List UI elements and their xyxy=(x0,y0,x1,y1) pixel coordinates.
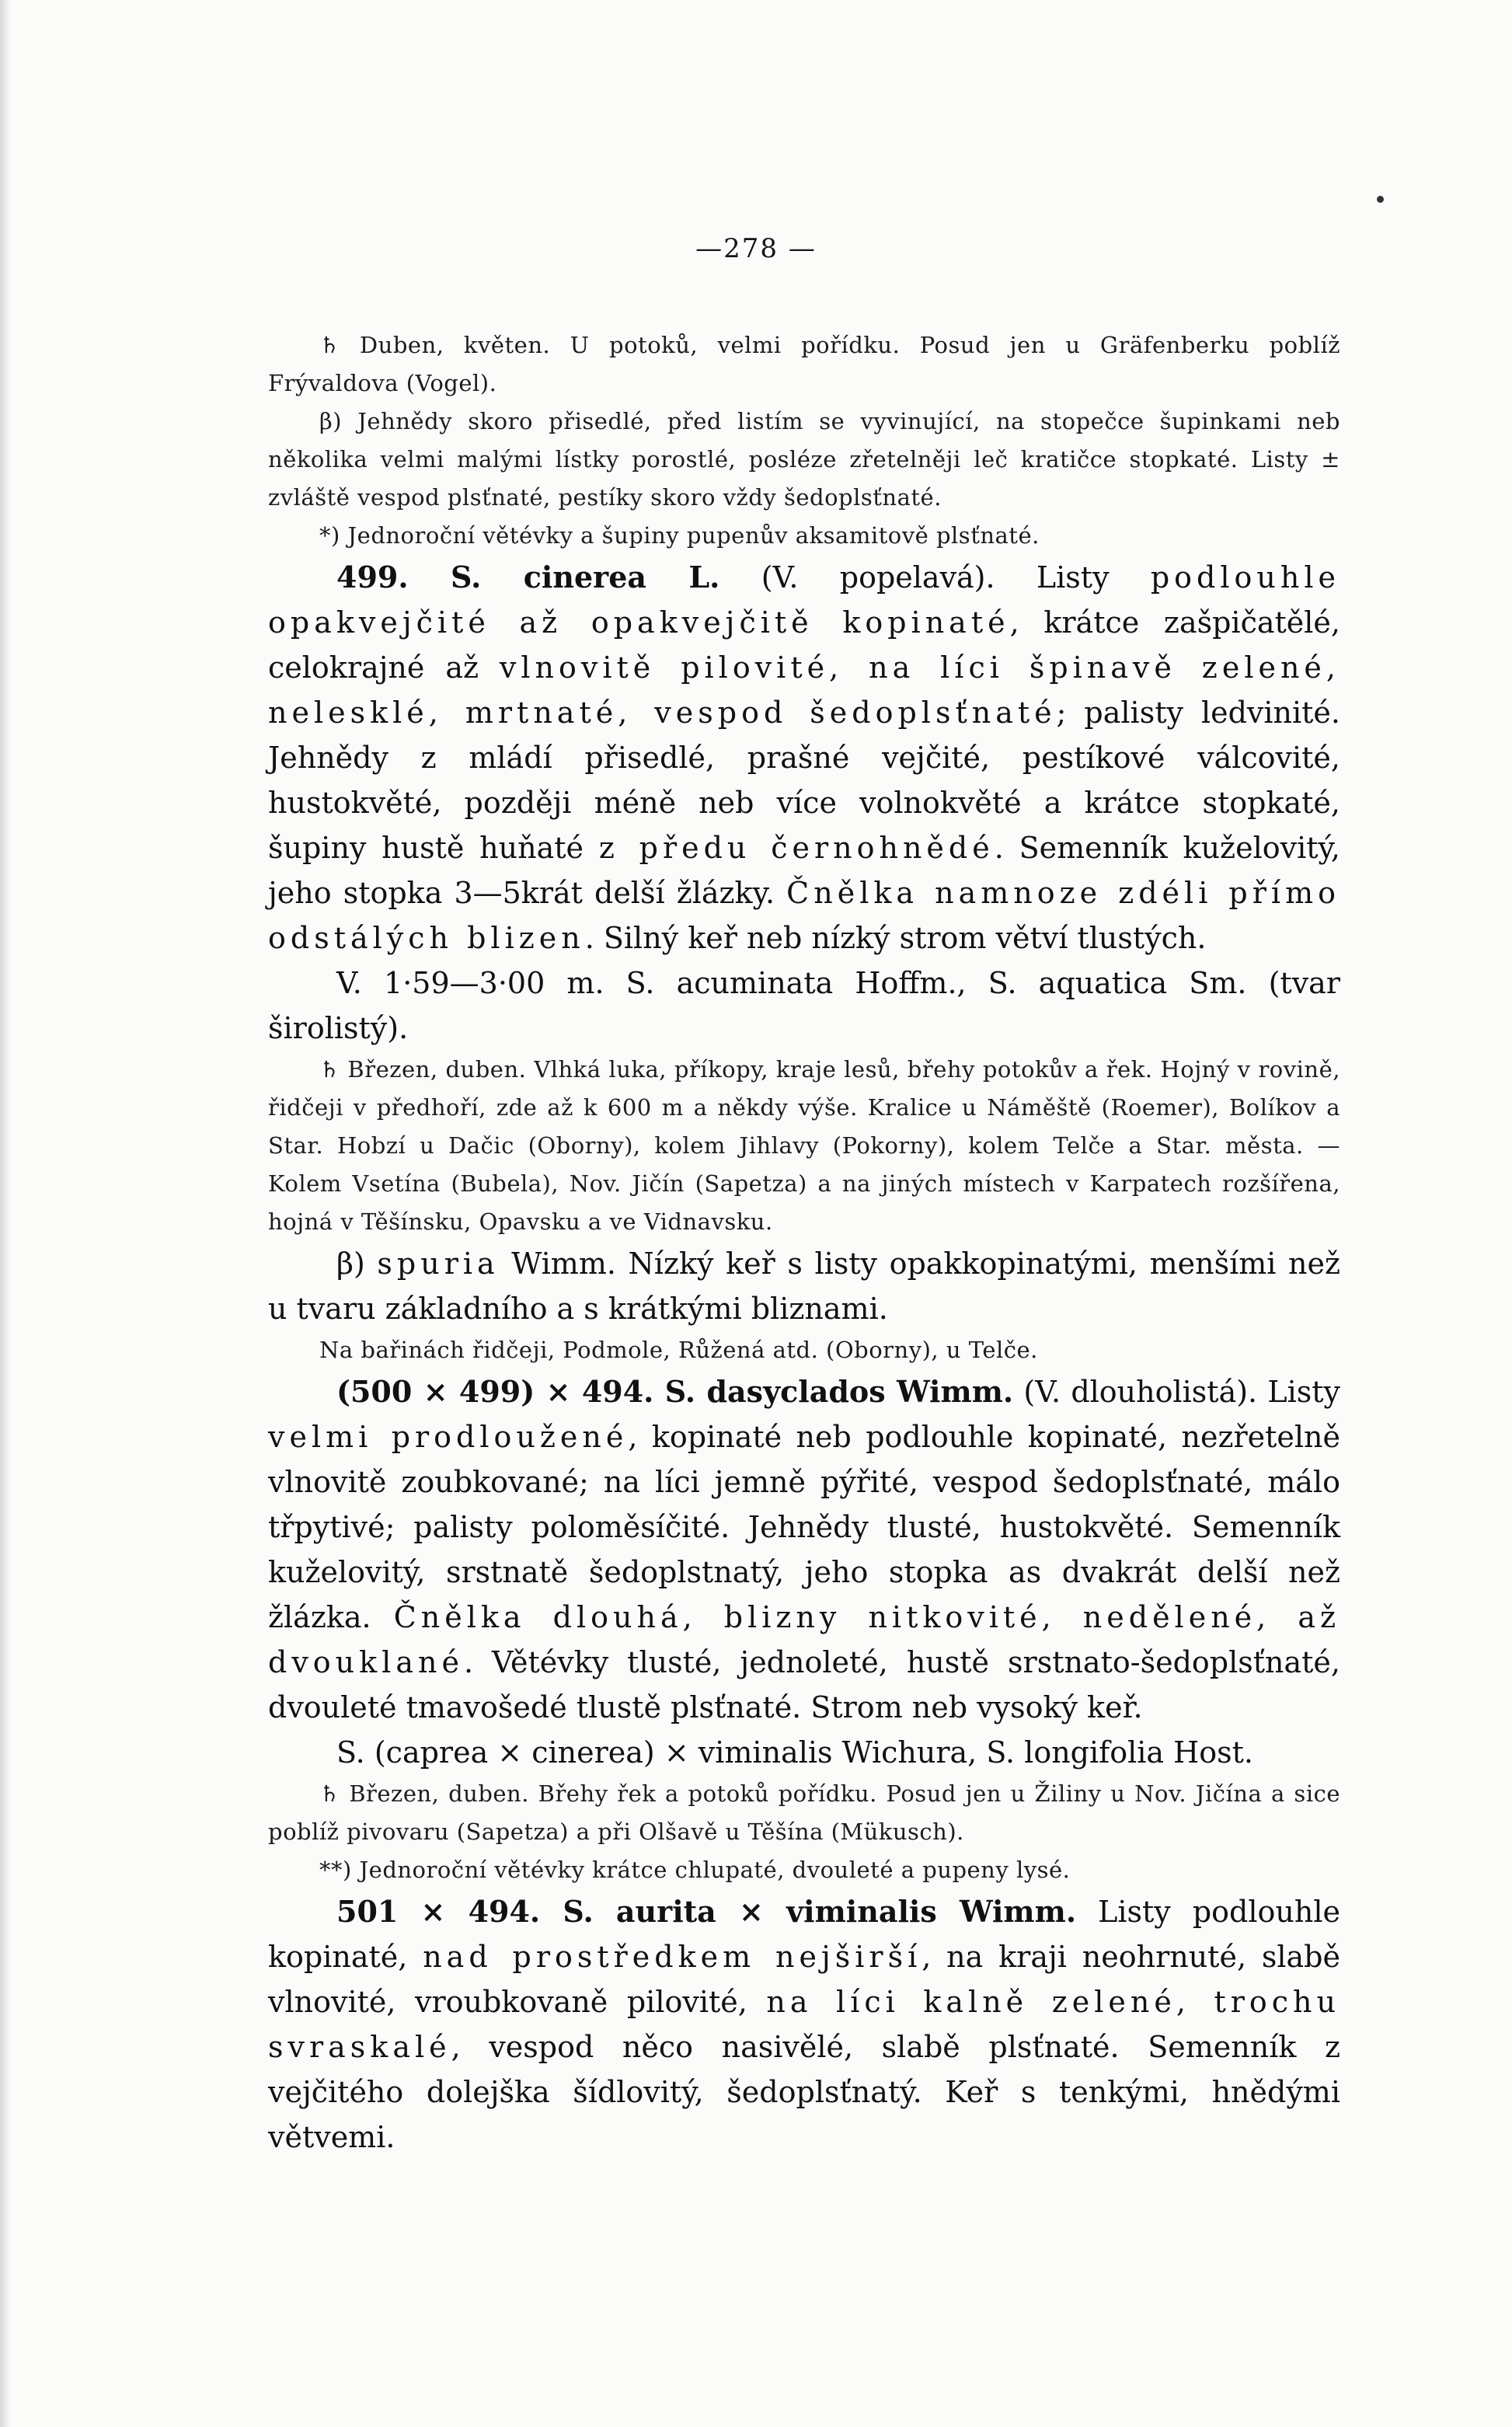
hybrid-synonym: S. (caprea × cinerea) × viminalis Wichura, S. longifolia Host. xyxy=(336,1735,1254,1770)
species-501-hybrid: 501 × 494. S. aurita × viminalis Wimm. Listy podlouhle kopinaté, nad prostředkem nejširší, na kraji neohrnuté, slabě vlnovité, vroubkovaně pilovité, na líci kalně zelené, trochu svraskalé, vespod něco nasivělé, slabě plsťnaté. Semenník z vejčitého dolejška šídlovitý, šedoplsťnatý. Keř s tenkými, hnědými větvemi. xyxy=(268,1894,1341,2154)
species-500-hybrid: (500 × 499) × 494. S. dasyclados Wimm. (V. dlouholistá). Listy velmi prodloužené, kopinaté neb podlouhle kopinaté, nezřetelně vlnovitě zoubkované; na líci jemně pýřité, vespod šedoplsťnaté, málo třpytivé; palisty poloměsíčité. Jehnědy tlusté, hustokvěté. Semenník kuželovitý, srstnatě šedoplstnatý, jeho stopka as dvakrát delší než žlázka. Čnělka dlouhá, blizny nitkovité, nedělené, až dvouklané. Větévky tlusté, jednoleté, hustě srstnato-šedoplsťnaté, dvouleté tmavošedé tlustě plsťnaté. Strom neb vysoký keř. xyxy=(268,1374,1341,1724)
species-500-heading: (500 × 499) × 494. S. dasyclados Wimm. xyxy=(336,1374,1014,1409)
footnote-2: **) Jednoroční větévky krátce chlupaté, dvouleté a pupeny lysé. xyxy=(319,1857,1071,1883)
species-199-size: V. 1·59—3·00 m. S. acuminata Hoffm., S. aquatica Sm. (tvar širolistý). xyxy=(268,966,1340,1045)
habitat-note-500: ♄ Březen, duben. Břehy řek a potoků pořídku. Posud jen u Žiliny u Nov. Jičína a sice poblíž pivovaru (Sapetza) a při Olšavě u Těšína (Mükusch). xyxy=(268,1780,1340,1845)
page-number: —278 — xyxy=(695,233,817,264)
species-199-heading: 499. S. cinerea L. xyxy=(336,560,720,595)
species-501-heading: 501 × 494. S. aurita × viminalis Wimm. xyxy=(336,1894,1077,1929)
species-199: 499. S. cinerea L. (V. popelavá). Listy podlouhle opakvejčité až opakvejčitě kopinaté, krátce zašpičatělé, celokrajné až vlnovitě pilovité, na líci špinavě zelené, nelesklé, mrtnaté, vespod šedoplsťnaté; palisty ledvinité. Jehnědy z mládí přisedlé, prašné vejčité, pestíkové válcovité, hustokvěté, později méně neb více volnokvěté a krátce stopkaté, šupiny hustě huňaté z předu černohnědé. Semenník kuželovitý, jeho stopka 3—5krát delší žlázky. Čnělka namnoze zdéli přímo odstálých blizen. Silný keř neb nízký strom větví tlustých. xyxy=(268,560,1340,955)
ink-dot xyxy=(1377,196,1384,203)
variety-beta-198: β) Jehnědy skoro přisedlé, před listím se vyvinující, na stopečce šupinkami neb několika velmi malými lístky porostlé, posléze zřetelněji leč kratičce stopkaté. Listy ± zvláště vespod plsťnaté, pestíky skoro vždy šedoplsťnaté. xyxy=(268,408,1340,511)
footnote-1: *) Jednoroční větévky a šupiny pupenův aksamitově plsťnaté. xyxy=(319,522,1040,549)
page-edge xyxy=(0,0,11,2427)
habitat-note-spuria: Na bařinách řidčeji, Podmole, Růžená atd. (Oborny), u Telče. xyxy=(319,1337,1038,1363)
habitat-note-199: ♄ Březen, duben. Vlhká luka, příkopy, kraje lesů, břehy potokův a řek. Hojný v rovině, řidčeji v předhoří, zde až k 600 m a někdy výše. Kralice u Náměště (Roemer), Bolíkov a Star. Hobzí u Dačic (Oborny), kolem Jihlavy (Pokorny), kolem Telče a Star. města. — Kolem Vsetína (Bubela), Nov. Jičín (Sapetza) a na jiných místech v Karpatech rozšířena, hojná v Těšínsku, Opavsku a ve Vidnavsku. xyxy=(268,1056,1340,1235)
variety-spuria: β) spuria Wimm. Nízký keř s listy opakkopinatými, menšími než u tvaru základního a s krátkými bliznami. xyxy=(268,1247,1340,1326)
page-content xyxy=(268,326,1340,2160)
habitat-note-198: ♄ Duben, květen. U potoků, velmi pořídku. Posud jen u Gräfenberku poblíž Frývaldova (Vogel). xyxy=(268,332,1340,396)
